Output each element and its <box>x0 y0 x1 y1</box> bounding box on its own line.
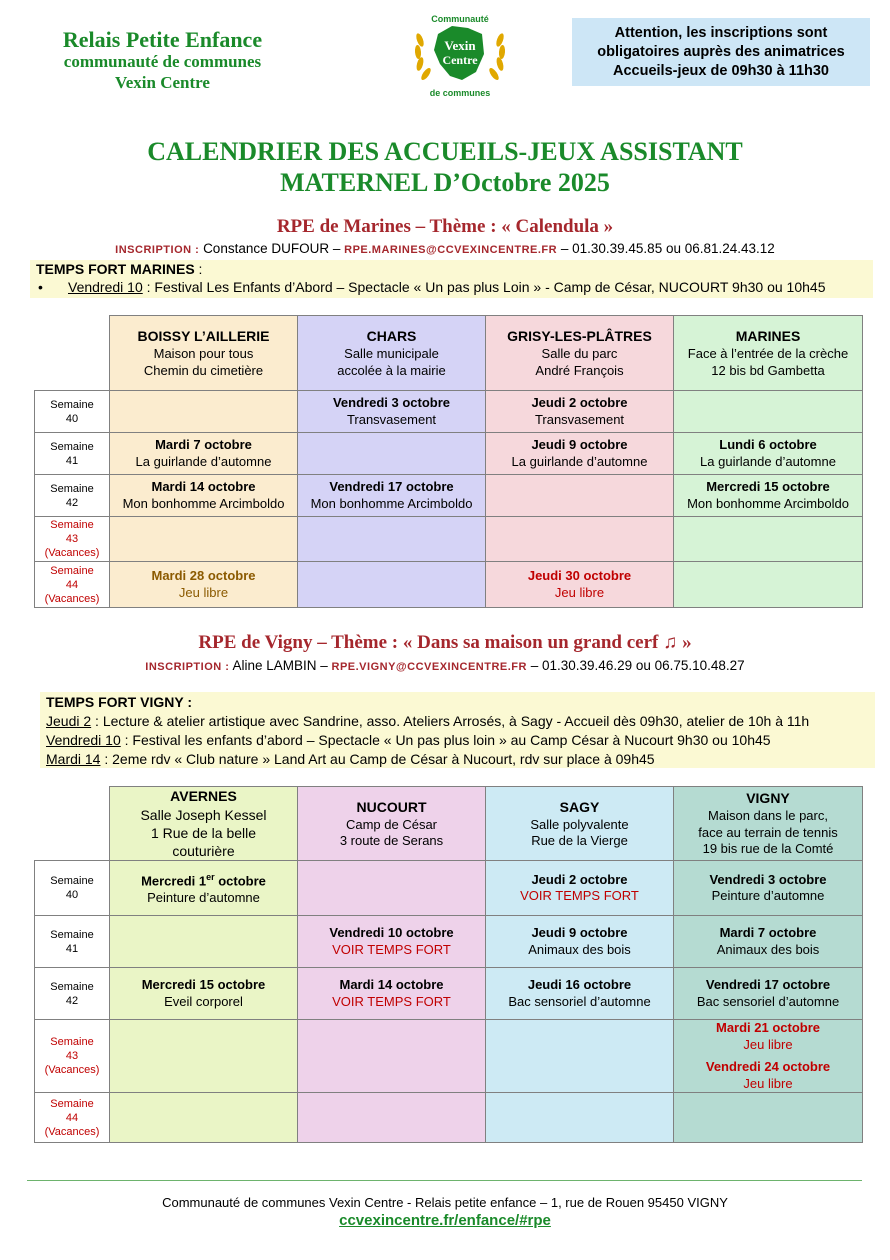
logo <box>410 10 510 100</box>
table-row: Semaine 42 Mercredi 15 octobre Eveil corporel Mardi 14 octobre VOIR TEMPS FORT Jeudi 16 octobre Bac sensoriel d’automne Vendredi 17 octobre Bac sensoriel d’automne <box>35 968 863 1020</box>
column-header-chars: CHARS Salle municipale accolée à la mairie <box>298 316 486 391</box>
table-row: Semaine 41 Vendredi 10 octobre VOIR TEMPS FORT Jeudi 9 octobre Animaux des bois Mardi 7 octobre Animaux des bois <box>35 916 863 968</box>
table-row: Semaine 40 Vendredi 3 octobre Transvasement Jeudi 2 octobre Transvasement <box>35 391 863 433</box>
table-row: Semaine 41 Mardi 7 octobre La guirlande d’automne Jeudi 9 octobre La guirlande d’automne Lundi 6 octobre La guirlande d’automne <box>35 433 863 475</box>
org-sub: communauté de communes <box>63 52 262 71</box>
vigny-temps-fort: TEMPS FORT VIGNY : Jeudi 2 : Lecture & atelier artistique avec Sandrine, asso. Ateliers Arrosés, à Sagy - Accueil dès 09h30, atelier de 10h à 11h Vendredi 10 : Festival les enfants d’abord – Spectacle « Un pas plus loin » au Camp César à Nucourt 9h30 ou 10h45 Mardi 14 : 2eme rdv « Club nature » Land Art au Camp de César à Nucourt, rdv sur place à 09h45 <box>40 692 875 768</box>
vigny-table <box>34 786 863 1143</box>
svg-text:Centre: Centre <box>442 53 478 67</box>
vigny-inscription: INSCRIPTION : Aline LAMBIN – RPE.VIGNY@CCVEXINCENTRE.FR – 01.30.39.46.29 ou 06.75.10.48.27 <box>145 658 745 673</box>
table-row: Semaine 43 (Vacances) <box>35 517 863 562</box>
org-place: Vexin Centre <box>115 73 210 92</box>
table-row: Semaine 43 (Vacances) Mardi 21 octobre Jeu libre Vendredi 24 octobre Jeu libre <box>35 1020 863 1093</box>
column-header-boissy: BOISSY L’AILLERIE Maison pour tous Chemin du cimetière <box>110 316 298 391</box>
vigny-section-title: RPE de Vigny – Thème : « Dans sa maison un grand cerf ♫ » <box>198 632 692 653</box>
footer-divider <box>27 1180 862 1181</box>
bullet-icon: • <box>38 279 43 295</box>
vigny-email-link[interactable]: RPE.VIGNY@CCVEXINCENTRE.FR <box>331 661 527 673</box>
column-header-avernes: AVERNES Salle Joseph Kessel 1 Rue de la belle couturière <box>110 787 298 861</box>
marines-section-title: RPE de Marines – Thème : « Calendula » <box>276 216 614 237</box>
registration-notice: Attention, les inscriptions sont obligatoires auprès des animatrices Accueils-jeux de 09h30 à 11h30 <box>572 18 870 86</box>
table-row: Semaine 44 (Vacances) <box>35 1093 863 1143</box>
svg-text:Vexin: Vexin <box>444 38 476 53</box>
marines-email-link[interactable]: RPE.MARINES@CCVEXINCENTRE.FR <box>344 244 558 256</box>
org-name: Relais Petite Enfance <box>62 27 263 52</box>
footer-address: Communauté de communes Vexin Centre - Relais petite enfance – 1, rue de Rouen 95450 VIGNY <box>162 1195 728 1210</box>
svg-text:Communauté: Communauté <box>431 14 489 24</box>
page-title: CALENDRIER DES ACCUEILS-JEUX ASSISTANT MATERNEL D’Octobre 2025 <box>147 137 743 197</box>
footer-link[interactable]: ccvexincentre.fr/enfance/#rpe <box>339 1212 551 1229</box>
svg-text:de communes: de communes <box>429 88 491 98</box>
table-row: Semaine 40 Mercredi 1er octobre Peinture d’automne Jeudi 2 octobre VOIR TEMPS FORT Vendredi 3 octobre Peinture d’automne <box>35 861 863 916</box>
column-header-sagy: SAGY Salle polyvalente Rue de la Vierge <box>486 787 674 861</box>
column-header-grisy: GRISY-LES-PLÂTRES Salle du parc André François <box>486 316 674 391</box>
organization-block <box>30 28 295 93</box>
marines-temps-fort: TEMPS FORT MARINES : • Vendredi 10 : Festival Les Enfants d’Abord – Spectacle « Un pas plus Loin » - Camp de César, NUCOURT 9h30 ou 10h45 <box>30 260 873 298</box>
marines-table <box>34 315 863 608</box>
table-row: Semaine 44 (Vacances) Mardi 28 octobre Jeu libre Jeudi 30 octobre Jeu libre <box>35 562 863 608</box>
column-header-vigny: VIGNY Maison dans le parc, face au terrain de tennis 19 bis rue de la Comté <box>674 787 863 861</box>
table-row: Semaine 42 Mardi 14 octobre Mon bonhomme Arcimboldo Vendredi 17 octobre Mon bonhomme Arcimboldo Mercredi 15 octobre Mon bonhomme Arcimboldo <box>35 475 863 517</box>
marines-inscription: INSCRIPTION : Constance DUFOUR – RPE.MARINES@CCVEXINCENTRE.FR – 01.30.39.45.85 ou 06.81.24.43.12 <box>115 241 775 256</box>
column-header-nucourt: NUCOURT Camp de César 3 route de Serans <box>298 787 486 861</box>
column-header-marines: MARINES Face à l’entrée de la crèche 12 bis bd Gambetta <box>674 316 863 391</box>
